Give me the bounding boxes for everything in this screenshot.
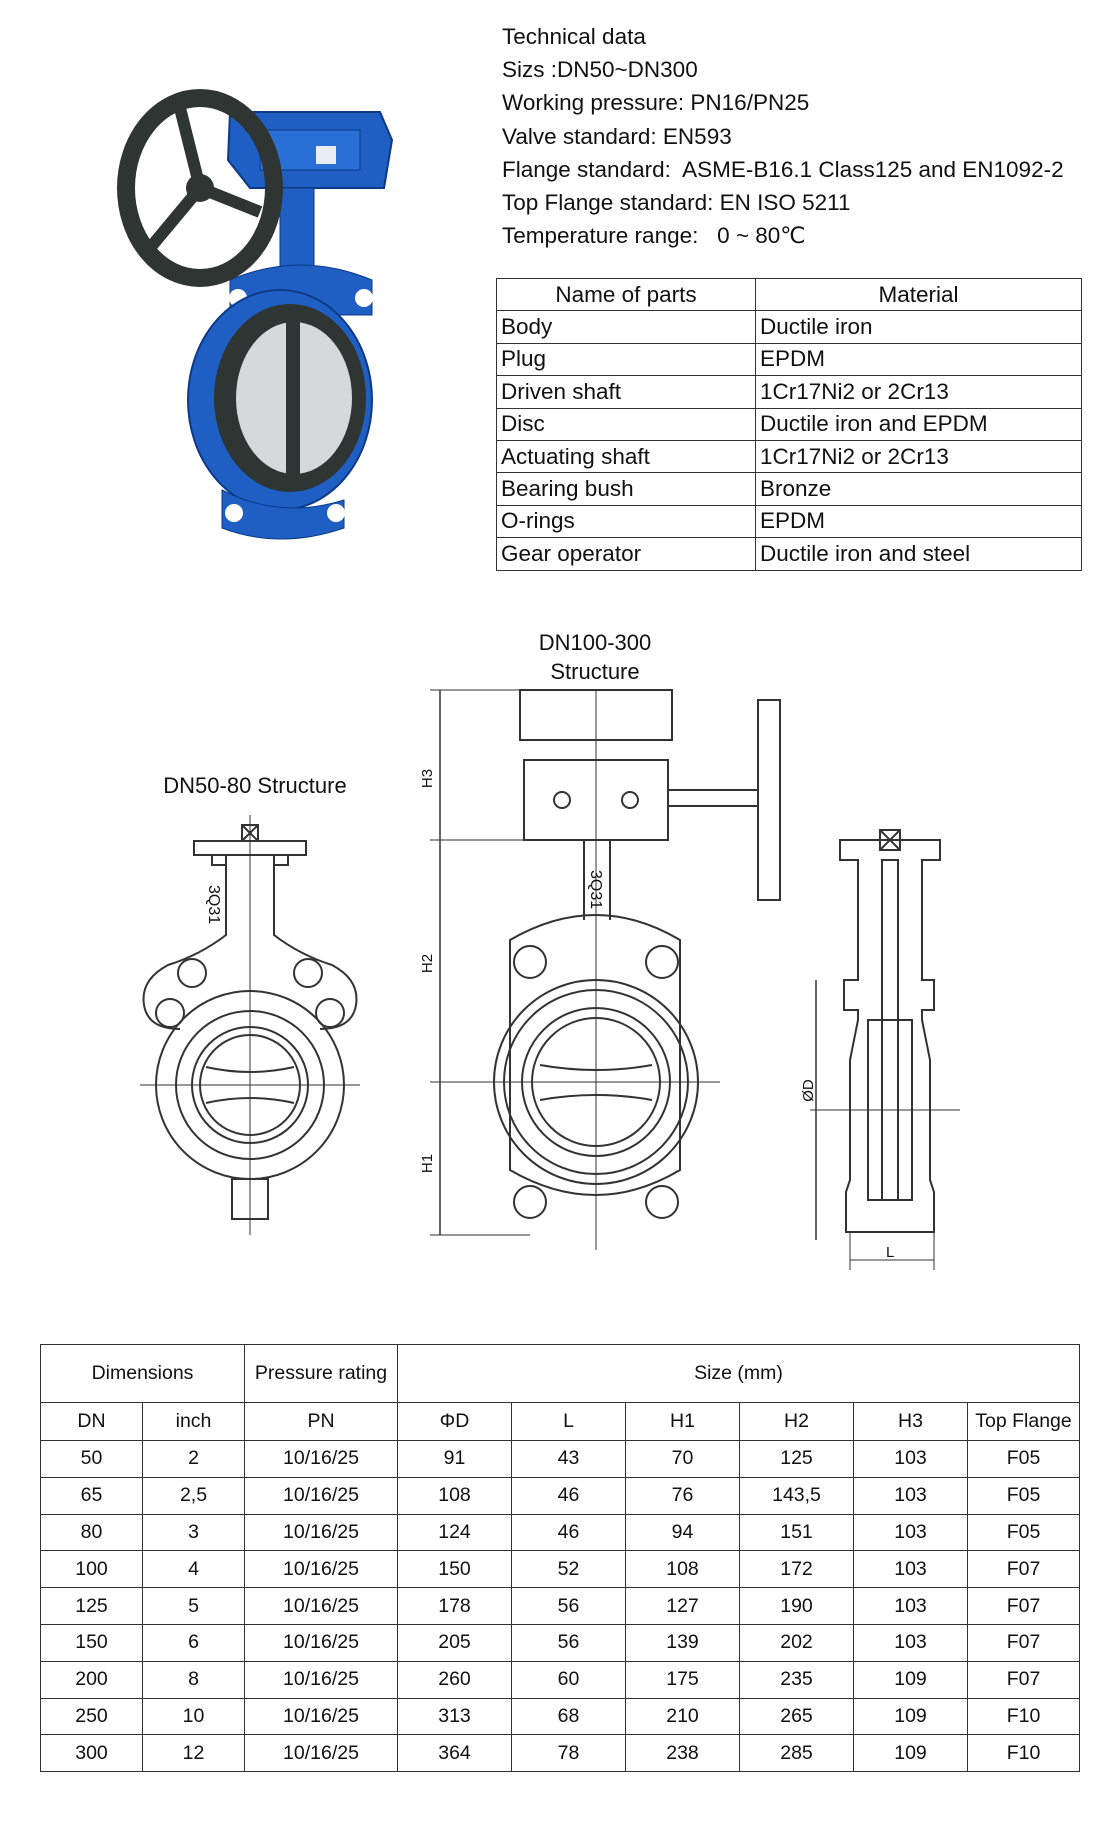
- cell-dn: 80: [41, 1514, 143, 1551]
- cell-l: 43: [512, 1441, 626, 1478]
- cell-inch: 12: [143, 1735, 245, 1772]
- cell-pn: 10/16/25: [245, 1588, 398, 1625]
- cell-h3: 109: [854, 1661, 968, 1698]
- part-material: 1Cr17Ni2 or 2Cr13: [756, 376, 1082, 408]
- technical-data-temperature: Temperature range: 0 ~ 80℃: [502, 223, 806, 249]
- part-name: Gear operator: [497, 538, 756, 570]
- cell-h3: 109: [854, 1735, 968, 1772]
- cell-h2: 285: [740, 1735, 854, 1772]
- cell-h3: 109: [854, 1698, 968, 1735]
- cell-top-flange: F07: [968, 1551, 1080, 1588]
- cell-dn: 250: [41, 1698, 143, 1735]
- cell-h1: 238: [626, 1735, 740, 1772]
- cell-dn: 200: [41, 1661, 143, 1698]
- cell-top-flange: F07: [968, 1624, 1080, 1661]
- table-row: [41, 1624, 1080, 1661]
- col-h3: H3: [854, 1403, 968, 1441]
- table-row: [41, 1551, 1080, 1588]
- table-row: [41, 1477, 1080, 1514]
- cell-od: 364: [398, 1735, 512, 1772]
- large-body-mark: 3Q31: [587, 870, 604, 910]
- dimension-l: L: [886, 1244, 895, 1261]
- cell-h2: 202: [740, 1624, 854, 1661]
- large-structure-drawing: [430, 690, 800, 1250]
- cell-dn: 125: [41, 1588, 143, 1625]
- part-material: 1Cr17Ni2 or 2Cr13: [756, 440, 1082, 472]
- cell-h3: 103: [854, 1477, 968, 1514]
- col-inch: inch: [143, 1403, 245, 1441]
- table-row: [497, 408, 1082, 440]
- butterfly-valve-photo: [110, 80, 410, 540]
- cell-inch: 8: [143, 1661, 245, 1698]
- dimension-h3: H3: [419, 768, 437, 789]
- cell-h1: 70: [626, 1441, 740, 1478]
- cell-od: 91: [398, 1441, 512, 1478]
- part-name: Actuating shaft: [497, 440, 756, 472]
- part-material: EPDM: [756, 343, 1082, 375]
- small-structure-drawing: [140, 815, 380, 1235]
- cell-h3: 103: [854, 1441, 968, 1478]
- table-row: [41, 1514, 1080, 1551]
- cell-h3: 103: [854, 1588, 968, 1625]
- cell-od: 124: [398, 1514, 512, 1551]
- cell-pn: 10/16/25: [245, 1514, 398, 1551]
- cell-h3: 103: [854, 1514, 968, 1551]
- part-material: Bronze: [756, 473, 1082, 505]
- table-row: [497, 505, 1082, 537]
- cell-h1: 94: [626, 1514, 740, 1551]
- large-structure-title-line1: DN100-300: [538, 630, 652, 655]
- cell-l: 68: [512, 1698, 626, 1735]
- dimension-h2: H2: [419, 953, 437, 974]
- table-row: [497, 538, 1082, 570]
- cell-top-flange: F05: [968, 1477, 1080, 1514]
- cell-pn: 10/16/25: [245, 1551, 398, 1588]
- col-l: L: [512, 1403, 626, 1441]
- cell-top-flange: F10: [968, 1735, 1080, 1772]
- cell-inch: 3: [143, 1514, 245, 1551]
- cell-h1: 210: [626, 1698, 740, 1735]
- cell-h1: 127: [626, 1588, 740, 1625]
- cell-dn: 50: [41, 1441, 143, 1478]
- cell-inch: 10: [143, 1698, 245, 1735]
- small-structure-title: DN50-80 Structure: [163, 773, 347, 798]
- col-top-flange: Top Flange: [968, 1403, 1080, 1441]
- cell-h3: 103: [854, 1551, 968, 1588]
- parts-header-name: Name of parts: [497, 279, 756, 311]
- cell-h1: 175: [626, 1661, 740, 1698]
- technical-data-top-flange: Top Flange standard: EN ISO 5211: [502, 190, 851, 216]
- dimensions-group-header: [41, 1345, 1080, 1403]
- technical-data-size: Sizs :DN50~DN300: [502, 57, 698, 83]
- technical-data-title: Technical data: [502, 24, 646, 49]
- cell-l: 46: [512, 1514, 626, 1551]
- cell-l: 46: [512, 1477, 626, 1514]
- table-row: [41, 1661, 1080, 1698]
- table-row: [497, 473, 1082, 505]
- cell-h1: 76: [626, 1477, 740, 1514]
- cell-pn: 10/16/25: [245, 1661, 398, 1698]
- part-material: Ductile iron: [756, 311, 1082, 343]
- cell-od: 205: [398, 1624, 512, 1661]
- table-row: [41, 1588, 1080, 1625]
- cell-pn: 10/16/25: [245, 1624, 398, 1661]
- cell-h2: 265: [740, 1698, 854, 1735]
- technical-data-pressure: Working pressure: PN16/PN25: [502, 90, 810, 116]
- col-dn: DN: [41, 1403, 143, 1441]
- cell-inch: 2,5: [143, 1477, 245, 1514]
- cell-top-flange: F07: [968, 1661, 1080, 1698]
- cell-pn: 10/16/25: [245, 1441, 398, 1478]
- technical-data: [502, 20, 1064, 252]
- cell-l: 52: [512, 1551, 626, 1588]
- cell-od: 108: [398, 1477, 512, 1514]
- technical-data-valve-standard: Valve standard: EN593: [502, 123, 732, 149]
- part-material: EPDM: [756, 505, 1082, 537]
- cell-inch: 4: [143, 1551, 245, 1588]
- part-name: Plug: [497, 343, 756, 375]
- dimensions-table: [40, 1344, 1080, 1772]
- cell-h2: 125: [740, 1441, 854, 1478]
- table-row: [41, 1698, 1080, 1735]
- col-od: ΦD: [398, 1403, 512, 1441]
- cell-h3: 103: [854, 1624, 968, 1661]
- cell-dn: 65: [41, 1477, 143, 1514]
- cell-h2: 172: [740, 1551, 854, 1588]
- cell-pn: 10/16/25: [245, 1735, 398, 1772]
- part-name: O-rings: [497, 505, 756, 537]
- cell-dn: 150: [41, 1624, 143, 1661]
- cell-h1: 108: [626, 1551, 740, 1588]
- dimensions-column-header: [41, 1403, 1080, 1441]
- cell-dn: 300: [41, 1735, 143, 1772]
- cell-top-flange: F05: [968, 1441, 1080, 1478]
- cell-od: 150: [398, 1551, 512, 1588]
- table-row: [497, 343, 1082, 375]
- part-name: Driven shaft: [497, 376, 756, 408]
- table-row: [497, 440, 1082, 472]
- cell-l: 56: [512, 1588, 626, 1625]
- parts-header-material: Material: [756, 279, 1082, 311]
- part-material: Ductile iron and EPDM: [756, 408, 1082, 440]
- small-body-mark: 3Q31: [205, 885, 222, 925]
- part-name: Disc: [497, 408, 756, 440]
- cell-pn: 10/16/25: [245, 1698, 398, 1735]
- part-name: Bearing bush: [497, 473, 756, 505]
- cell-inch: 6: [143, 1624, 245, 1661]
- technical-data-flange-standard: Flange standard: ASME-B16.1 Class125 and EN1092-2: [502, 156, 1064, 182]
- table-row: [41, 1441, 1080, 1478]
- cell-od: 313: [398, 1698, 512, 1735]
- dimensions-table-body: [41, 1441, 1080, 1772]
- cell-h2: 151: [740, 1514, 854, 1551]
- cell-h2: 190: [740, 1588, 854, 1625]
- group-size: Size (mm): [398, 1345, 1080, 1403]
- dimension-h1: H1: [419, 1153, 437, 1174]
- cell-l: 78: [512, 1735, 626, 1772]
- large-structure-title-line2: Structure: [550, 659, 640, 684]
- cell-od: 260: [398, 1661, 512, 1698]
- cell-l: 60: [512, 1661, 626, 1698]
- group-pressure-rating: Pressure rating: [245, 1345, 398, 1403]
- group-dimensions: Dimensions: [41, 1345, 245, 1403]
- cell-l: 56: [512, 1624, 626, 1661]
- side-section-drawing: [810, 820, 960, 1280]
- parts-table: [496, 278, 1082, 571]
- cell-dn: 100: [41, 1551, 143, 1588]
- cell-h2: 143,5: [740, 1477, 854, 1514]
- table-row: [497, 311, 1082, 343]
- parts-table-header: [497, 279, 1082, 311]
- cell-top-flange: F10: [968, 1698, 1080, 1735]
- cell-inch: 2: [143, 1441, 245, 1478]
- cell-od: 178: [398, 1588, 512, 1625]
- cell-h2: 235: [740, 1661, 854, 1698]
- cell-top-flange: F07: [968, 1588, 1080, 1625]
- cell-pn: 10/16/25: [245, 1477, 398, 1514]
- col-pn: PN: [245, 1403, 398, 1441]
- dimension-od: ØD: [799, 1079, 817, 1102]
- col-h2: H2: [740, 1403, 854, 1441]
- cell-inch: 5: [143, 1588, 245, 1625]
- col-h1: H1: [626, 1403, 740, 1441]
- table-row: [497, 376, 1082, 408]
- cell-top-flange: F05: [968, 1514, 1080, 1551]
- part-material: Ductile iron and steel: [756, 538, 1082, 570]
- table-row: [41, 1735, 1080, 1772]
- cell-h1: 139: [626, 1624, 740, 1661]
- part-name: Body: [497, 311, 756, 343]
